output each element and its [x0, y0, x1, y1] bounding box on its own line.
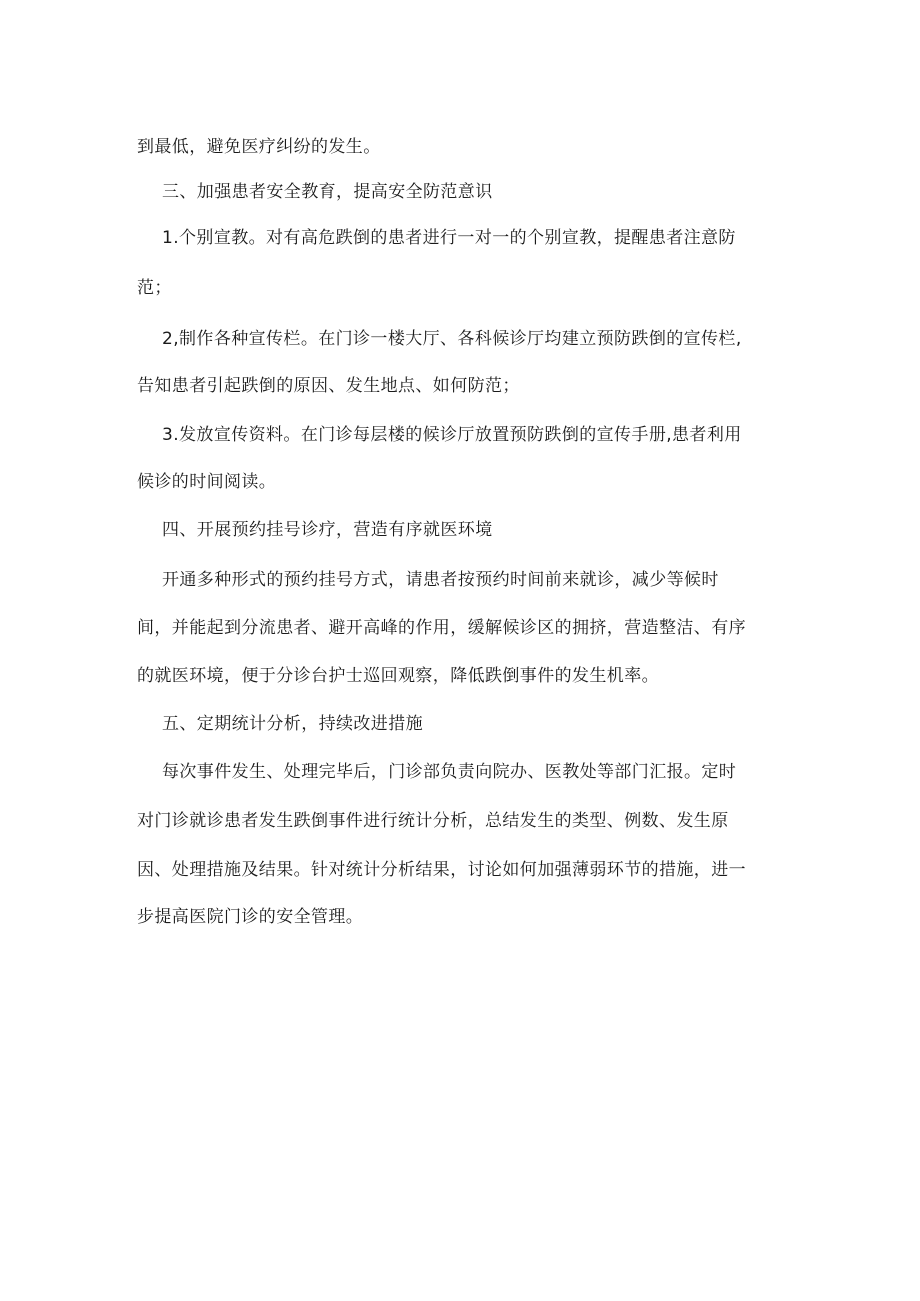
paragraph-line: 的就医环境，便于分诊台护士巡回观察，降低跌倒事件的发生机率。 [137, 666, 659, 686]
section-heading-3: 三、加强患者安全教育，提高安全防范意识 [162, 182, 493, 202]
paragraph-line: 3.发放宣传资料。在门诊每层楼的候诊厅放置预防跌倒的宣传手册,患者利用 [162, 425, 742, 445]
paragraph-line: 候诊的时间阅读。 [137, 472, 277, 492]
paragraph-line: 间，并能起到分流患者、避开高峰的作用，缓解候诊区的拥挤，营造整洁、有序 [137, 618, 746, 638]
section-heading-4: 四、开展预约挂号诊疗，营造有序就医环境 [162, 520, 493, 540]
paragraph-line: 范； [137, 278, 172, 298]
paragraph-line: 2,制作各种宣传栏。在门诊一楼大厅、各科候诊厅均建立预防跌倒的宣传栏, [162, 329, 742, 349]
paragraph-line: 开通多种形式的预约挂号方式，请患者按预约时间前来就诊，减少等候时 [162, 570, 719, 590]
paragraph-line: 因、处理措施及结果。针对统计分析结果，讨论如何加强薄弱环节的措施，进一 [137, 860, 746, 880]
paragraph-line: 告知患者引起跌倒的原因、发生地点、如何防范； [137, 376, 520, 396]
paragraph-line: 1.个别宣教。对有高危跌倒的患者进行一对一的个别宣教，提醒患者注意防 [162, 228, 736, 248]
paragraph-line: 对门诊就诊患者发生跌倒事件进行统计分析，总结发生的类型、例数、发生原 [137, 811, 729, 831]
paragraph-line: 步提高医院门诊的安全管理。 [137, 907, 364, 927]
paragraph-line: 每次事件发生、处理完毕后，门诊部负责向院办、医教处等部门汇报。定时 [162, 762, 737, 782]
paragraph-line: 到最低，避免医疗纠纷的发生。 [137, 137, 381, 157]
section-heading-5: 五、定期统计分析，持续改进措施 [162, 714, 423, 734]
